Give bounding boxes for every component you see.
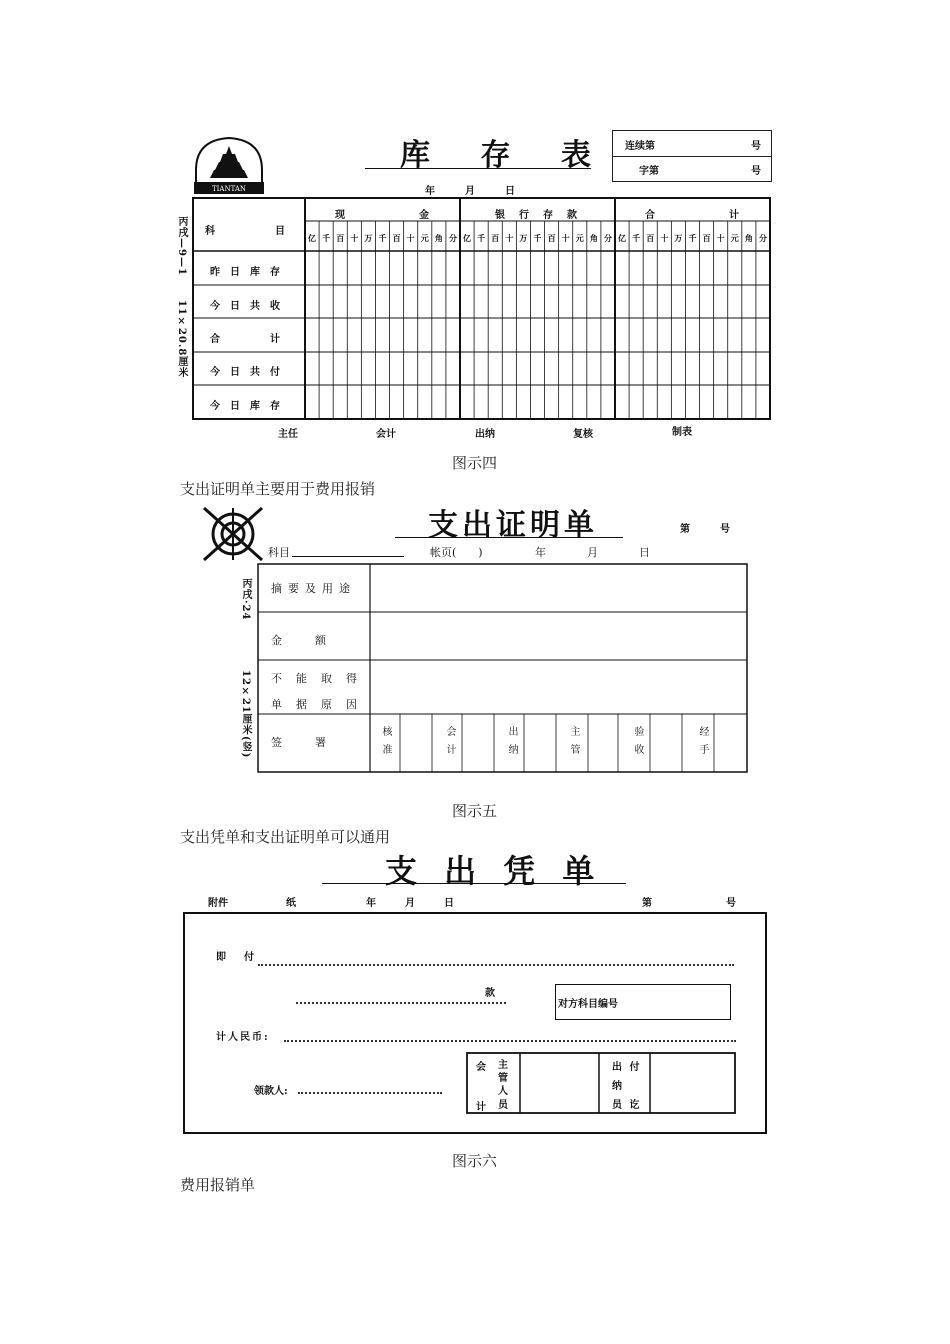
form-title: 库 存 表 <box>400 138 611 173</box>
digit-label: 角 <box>589 233 598 243</box>
side-size: 12×21厘米(竖) <box>240 670 251 759</box>
pay-dotted-line <box>258 964 734 966</box>
side-code: 丙戌—9—1 <box>176 216 187 276</box>
rmb-dotted-line <box>284 1040 736 1042</box>
digit-label: 元 <box>575 233 584 243</box>
title-underline <box>322 883 626 884</box>
digit-label: 百 <box>547 233 556 243</box>
box-label: 员 <box>498 1100 508 1111</box>
side-size: 11×20.8厘米 <box>176 300 187 379</box>
figure-caption: 图示五 <box>452 802 498 820</box>
digit-label: 万 <box>674 233 683 243</box>
title-underline <box>365 168 591 169</box>
row-label: 合 计 <box>210 334 280 345</box>
header-item-label: 科 目 <box>205 226 285 237</box>
signer-label: 验收 <box>632 726 643 762</box>
group-label-total: 合 计 <box>645 210 741 221</box>
sheets-label: 纸 <box>286 898 296 909</box>
signer-label: 复核 <box>573 429 593 440</box>
box-label: 纳 <box>612 1081 622 1092</box>
figure-caption: 图示四 <box>452 454 498 472</box>
logo-emblem <box>198 504 268 566</box>
row-label: 今 日 共 付 <box>210 367 280 378</box>
figure-caption: 图示六 <box>452 1152 498 1170</box>
signer-label: 制表 <box>672 427 692 438</box>
row-label: 签 署 <box>271 736 326 749</box>
serial-box: 连续第 号 字第 号 <box>612 130 772 182</box>
digit-label: 亿 <box>618 233 627 243</box>
box-label: 主 <box>498 1060 508 1071</box>
signer-label: 出纳 <box>506 726 517 762</box>
row-label: 昨 日 库 存 <box>210 267 280 278</box>
account-box <box>555 984 731 1020</box>
signer-label: 会计 <box>376 429 396 440</box>
row-label: 单据原因 <box>271 698 371 711</box>
page-label: 帐页( ) <box>430 546 483 559</box>
signer-label: 经手 <box>697 726 708 762</box>
digit-label: 元 <box>730 233 739 243</box>
subject-line <box>292 556 404 557</box>
date-line: 年 月 日 <box>425 186 515 197</box>
row-label: 今 日 库 存 <box>210 401 280 412</box>
box-label: 人 <box>498 1086 508 1097</box>
pay-label: 即 付 <box>216 952 258 963</box>
digit-label: 亿 <box>463 233 472 243</box>
digit-label: 十 <box>561 233 570 243</box>
digit-label: 十 <box>505 233 514 243</box>
box-label: 出 付 <box>612 1062 642 1073</box>
digit-label: 百 <box>491 233 500 243</box>
digit-label: 百 <box>336 233 345 243</box>
digit-label: 百 <box>392 233 401 243</box>
kuan-label: 款 <box>485 988 495 999</box>
form-title: 支出证明单 <box>428 508 598 543</box>
row-label: 今 日 共 收 <box>210 301 280 312</box>
signer-label: 出纳 <box>475 429 495 440</box>
number-label: 第 号 <box>680 524 730 535</box>
row-label: 摘要及用途 <box>271 582 356 595</box>
purpose-dotted-line <box>296 1002 506 1004</box>
row-label: 不能取得 <box>271 672 371 685</box>
svg-text:TIANTAN: TIANTAN <box>211 185 247 193</box>
digit-label: 千 <box>533 233 542 243</box>
title-underline <box>395 537 623 538</box>
rmb-label: 计人民币: <box>216 1032 270 1043</box>
digit-label: 万 <box>364 233 373 243</box>
box-label: 员 讫 <box>612 1100 642 1111</box>
digit-label: 十 <box>660 233 669 243</box>
paragraph: 费用报销单 <box>180 1176 256 1194</box>
expense-proof-form <box>190 498 760 788</box>
date-label: 年 月 日 <box>535 546 652 559</box>
digit-label: 万 <box>519 233 528 243</box>
tiantan-logo <box>190 130 268 196</box>
row-label: 金 额 <box>271 634 326 647</box>
digit-label: 分 <box>758 233 767 243</box>
expense-voucher-form <box>180 846 770 1136</box>
side-code: 丙戌·24 <box>240 578 251 621</box>
digit-label: 角 <box>434 233 443 243</box>
paragraph: 支出证明单主要用于费用报销 <box>180 480 376 498</box>
digit-label: 十 <box>350 233 359 243</box>
date-label: 年 月 日 <box>366 898 457 909</box>
digit-label: 元 <box>420 233 429 243</box>
paragraph: 支出凭单和支出证明单可以通用 <box>180 828 391 846</box>
digit-label: 千 <box>477 233 486 243</box>
digit-label: 分 <box>448 233 457 243</box>
group-label-cash: 现 金 <box>335 210 431 221</box>
number-label: 第 号 <box>642 898 738 909</box>
group-label-bank: 银 行 存 款 <box>495 210 579 221</box>
digit-label: 千 <box>688 233 697 243</box>
box-label: 管 <box>498 1073 508 1084</box>
digit-label: 千 <box>632 233 641 243</box>
box-label: 计 <box>476 1102 486 1113</box>
receiver-label: 领款人: <box>254 1086 288 1097</box>
account-label: 对方科目编号 <box>558 999 618 1010</box>
digit-label: 百 <box>646 233 655 243</box>
digit-label: 百 <box>702 233 711 243</box>
form-title: 支 出 凭 单 <box>385 852 603 890</box>
inventory-form <box>176 120 780 450</box>
digit-label: 千 <box>322 233 331 243</box>
digit-label: 角 <box>744 233 753 243</box>
box-label: 会 <box>476 1062 486 1073</box>
digit-label: 十 <box>406 233 415 243</box>
signer-label: 会计 <box>444 726 455 762</box>
digit-label: 千 <box>378 233 387 243</box>
digit-label: 十 <box>716 233 725 243</box>
signer-label: 主任 <box>278 429 298 440</box>
signer-label: 核准 <box>380 726 391 762</box>
signer-label: 主管 <box>568 726 579 762</box>
digit-label: 分 <box>603 233 612 243</box>
digit-label: 亿 <box>308 233 317 243</box>
receiver-dotted-line <box>298 1092 442 1094</box>
subject-label: 科目 <box>268 546 290 559</box>
attach-label: 附件 <box>208 898 228 909</box>
